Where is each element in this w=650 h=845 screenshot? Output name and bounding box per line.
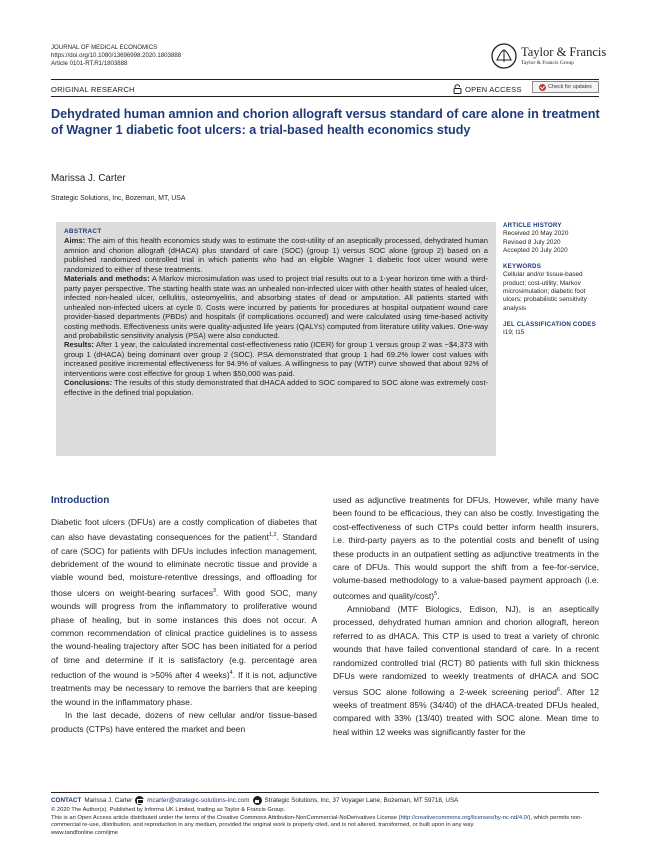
section-rule (51, 96, 599, 97)
abstract-box (56, 222, 496, 456)
aims-label: Aims: (64, 236, 86, 246)
methods-text: A Markov microsimulation was used to project trial results out to a 1-year horizon time with a third-party payer perspective. The starting health state was an unhealed non-infected ulcer with other health states of healed ulcer, infected non-healed ulcer, cellulitis, osteomyelitis, and absorbing states of dead or amputation. All patients started with unhealed non-infected ulcers at cycle 0. Costs were incurred by patients for procedures at hospital outpatient wound care provider-based departments (PBDs) and hospitals (if complications occurred) and were calculated using time-based activity costing methods. Effectiveness units were quality-adjusted life years (QALYs) computed from literature utility values. One-way and probabilistic sensitivity analysis (PSA) were also conducted. (64, 274, 488, 340)
doi-link[interactable]: https://doi.org/10.1080/13696998.2020.1803888 (51, 52, 182, 60)
journal-website[interactable]: www.tandfonline.com/ijme (51, 829, 119, 836)
intro-p2-end: . (437, 590, 440, 601)
license-text-b: ), which permits non-commercial re-use, distribution, and reproduction in any medium, provided the original work is properly cited, and is not altered, transformed, or built upon in any way. (51, 814, 583, 829)
publisher-logo[interactable] (491, 42, 606, 72)
intro-paragraph-1 (51, 516, 317, 709)
abstract-conclusions (64, 378, 488, 397)
open-lock-icon (453, 84, 462, 94)
header-rule (51, 79, 599, 80)
intro-p3-text-b: . After 12 weeks of treatment 85% (34/40) of the dHACA-treated DFUs healed, compared with 33% (13/40) treated with SOC alone. Mean time to heal within 12 weeks was significantly faster for the (333, 686, 599, 737)
license-text-a: This is an Open Access article distributed under the terms of the Creative Commons Attribution-NonCommercial-NoDerivatives License ( (51, 814, 401, 821)
jel-codes (503, 321, 603, 338)
author-name[interactable]: Marissa J. Carter (51, 173, 126, 184)
abstract-aims (64, 236, 488, 274)
intro-p1-text-c: . With good SOC, many wounds will progress from the inflammatory to proliferative wound phase of healing, but in some instances this does not occur. A common recommendation of clinical practice guidelines is to assess the wound-healing trajectory after SOC has been initiated for a period of time and determine if it is satisfactory (e.g. percentage area reduction of the wound is >50% after 4 weeks) (51, 587, 317, 680)
author-affiliation: Strategic Solutions, Inc, Bozeman, MT, USA (51, 195, 186, 202)
publisher-group: Taylor & Francis Group (521, 60, 574, 66)
article-title: Dehydrated human amnion and chorion allograft versus standard of care alone in treatment of Wagner 1 diabetic foot ulcers: a trial-based health economics study (51, 107, 600, 137)
abstract-methods (64, 274, 488, 340)
open-access-label: OPEN ACCESS (465, 84, 522, 94)
check-icon (539, 84, 546, 91)
citation-1-2[interactable]: 1,2 (268, 532, 277, 539)
body-column-right (333, 494, 599, 739)
methods-label: Materials and methods: (64, 274, 150, 284)
accepted-date: Accepted 20 July 2020 (503, 246, 568, 254)
address-icon (253, 796, 262, 805)
intro-p2-cont-text: used as adjunctive treatments for DFUs. However, while many have been found to be efficacious, they can also be costly. Investigating the cost-effectiveness of such CTPs could better inform health insurers, i.e. third-party payers as to the potential costs and benefit of using these products in an outpatient setting as adjunctive treatments in the care of DFUs. This would support the shift from a fee-for-service, volume-based methodology to a value-based payment approach (i.e. outcomes and quality/cost) (333, 495, 599, 601)
jel-heading: JEL CLASSIFICATION CODES (503, 320, 596, 328)
check-for-updates-button[interactable] (532, 81, 599, 93)
publisher-emblem-icon (491, 43, 517, 69)
intro-paragraph-3 (333, 603, 599, 739)
body-column-left (51, 494, 317, 736)
citation-3[interactable]: 3 (212, 587, 217, 594)
article-history-heading: ARTICLE HISTORY (503, 222, 562, 229)
received-date: Received 20 May 2020 (503, 230, 569, 238)
open-access-badge (453, 84, 522, 94)
publisher-name: Taylor & Francis (521, 45, 607, 59)
abstract-heading: ABSTRACT (64, 228, 102, 235)
keywords-heading: KEYWORDS (503, 263, 542, 271)
article-number: Article 0101-RT.R1/1803888 (51, 60, 128, 68)
intro-p1-text-a: Diabetic foot ulcers (DFUs) are a costly complication of diabetes that can also have devastating consequences for the patient (51, 517, 317, 543)
contact-name: Marissa J. Carter (84, 796, 133, 804)
intro-p3-text-a: Amnioband (MTF Biologics, Edison, NJ), is an aseptically processed, dehydrated human amnion and chorion allograft, hereon referred to as dHACA. This CTP is used to treat a variety of chronic wounds that have failed conventional standard of care. In a recent randomized controlled trial (RCT) 80 patients with full skin thickness DFUs were randomized to weekly treatments of dHACA and SOC versus SOC alone following a 2-week screening period (333, 604, 599, 697)
abstract-results (64, 340, 488, 378)
results-text: After 1 year, the calculated incremental cost-effectiveness ratio (ICER) for group 1 versus group 2 was −$4,373 with group 1 (dHACA) being dominant over group 2 (SOC). PSA demonstrated that group 1 had 69.2% lower cost values with increased positive incremental effectiveness for 94.9% of values. A willingness to pay (WTP) curve showed that about 92% of interventions were cost effective for group 1 when $50,000 was paid. (64, 340, 488, 378)
article-history (503, 222, 603, 255)
results-label: Results: (64, 340, 94, 350)
email-icon (135, 796, 144, 805)
keywords (503, 263, 603, 313)
copyright-line: © 2020 The Author(s). Published by Informa UK Limited, trading as Taylor & Francis Group. (51, 807, 286, 813)
contact-address: Strategic Solutions, Inc, 37 Voyager Lane, Bozeman, MT 59718, USA (264, 796, 459, 804)
license-statement (51, 815, 601, 830)
contact-email-link[interactable]: mcarter@strategic-solutions-inc.com (147, 796, 250, 804)
jel-codes-text: I19; I15 (503, 329, 525, 337)
section-label: ORIGINAL RESEARCH (51, 85, 135, 94)
citation-4[interactable]: 4 (229, 670, 233, 677)
intro-paragraph-2: In the last decade, dozens of new cellular and/or tissue-based products (CTPs) have entered the market and been (51, 710, 317, 734)
introduction-heading: Introduction (51, 495, 110, 506)
article-metadata-sidebar (503, 222, 603, 346)
contact-label: CONTACT (51, 796, 82, 804)
footer-rule (51, 792, 599, 793)
intro-p1-text-d: . If it is not, adjunctive treatments may be necessary to remove the barriers that are keeping the wound in the inflammatory phase. (51, 669, 317, 707)
intro-p1-text-b: . Standard of care (SOC) for patients with DFUs includes infection management, debridement of the wound to eliminate necrotic tissue and provide a viable wound bed, moisture-retentive dressings, and offloading for those ulcers on weight-bearing surfaces (51, 532, 317, 598)
journal-header (51, 44, 181, 69)
revised-date: Revised 8 July 2020 (503, 238, 561, 246)
journal-name: JOURNAL OF MEDICAL ECONOMICS (51, 44, 158, 51)
keywords-text: Cellular and/or tissue-based product; cost-utility; Markov microsimulation; diabetic foot ulcers; probabilistic sensitivity analysis (503, 271, 587, 312)
page-footer (51, 796, 601, 837)
contact-line (51, 796, 601, 805)
citation-5[interactable]: 5 (434, 590, 438, 597)
intro-paragraph-2-cont (333, 494, 599, 603)
check-for-updates-label: Check for updates (548, 84, 592, 90)
license-link[interactable]: http://creativecommons.org/licenses/by-nc-nd/4.0/ (400, 814, 529, 821)
aims-text: The aim of this health economics study was to estimate the cost-utility of an aseptically processed, dehydrated human amnion and chorion allograft (dHACA) plus standard of care (SOC) (group 1) versus SOC alone (group 2) based on a published randomized controlled trial in which patients who had an eligible Wagner 1 diabetic foot ulcer wound were randomized to either of these treatments. (64, 236, 488, 274)
conclusions-text: The results of this study demonstrated that dHACA added to SOC compared to SOC alone was extremely cost-effective in the defined trial population. (64, 378, 488, 397)
conclusions-label: Conclusions: (64, 378, 113, 388)
citation-6[interactable]: 6 (556, 686, 560, 693)
